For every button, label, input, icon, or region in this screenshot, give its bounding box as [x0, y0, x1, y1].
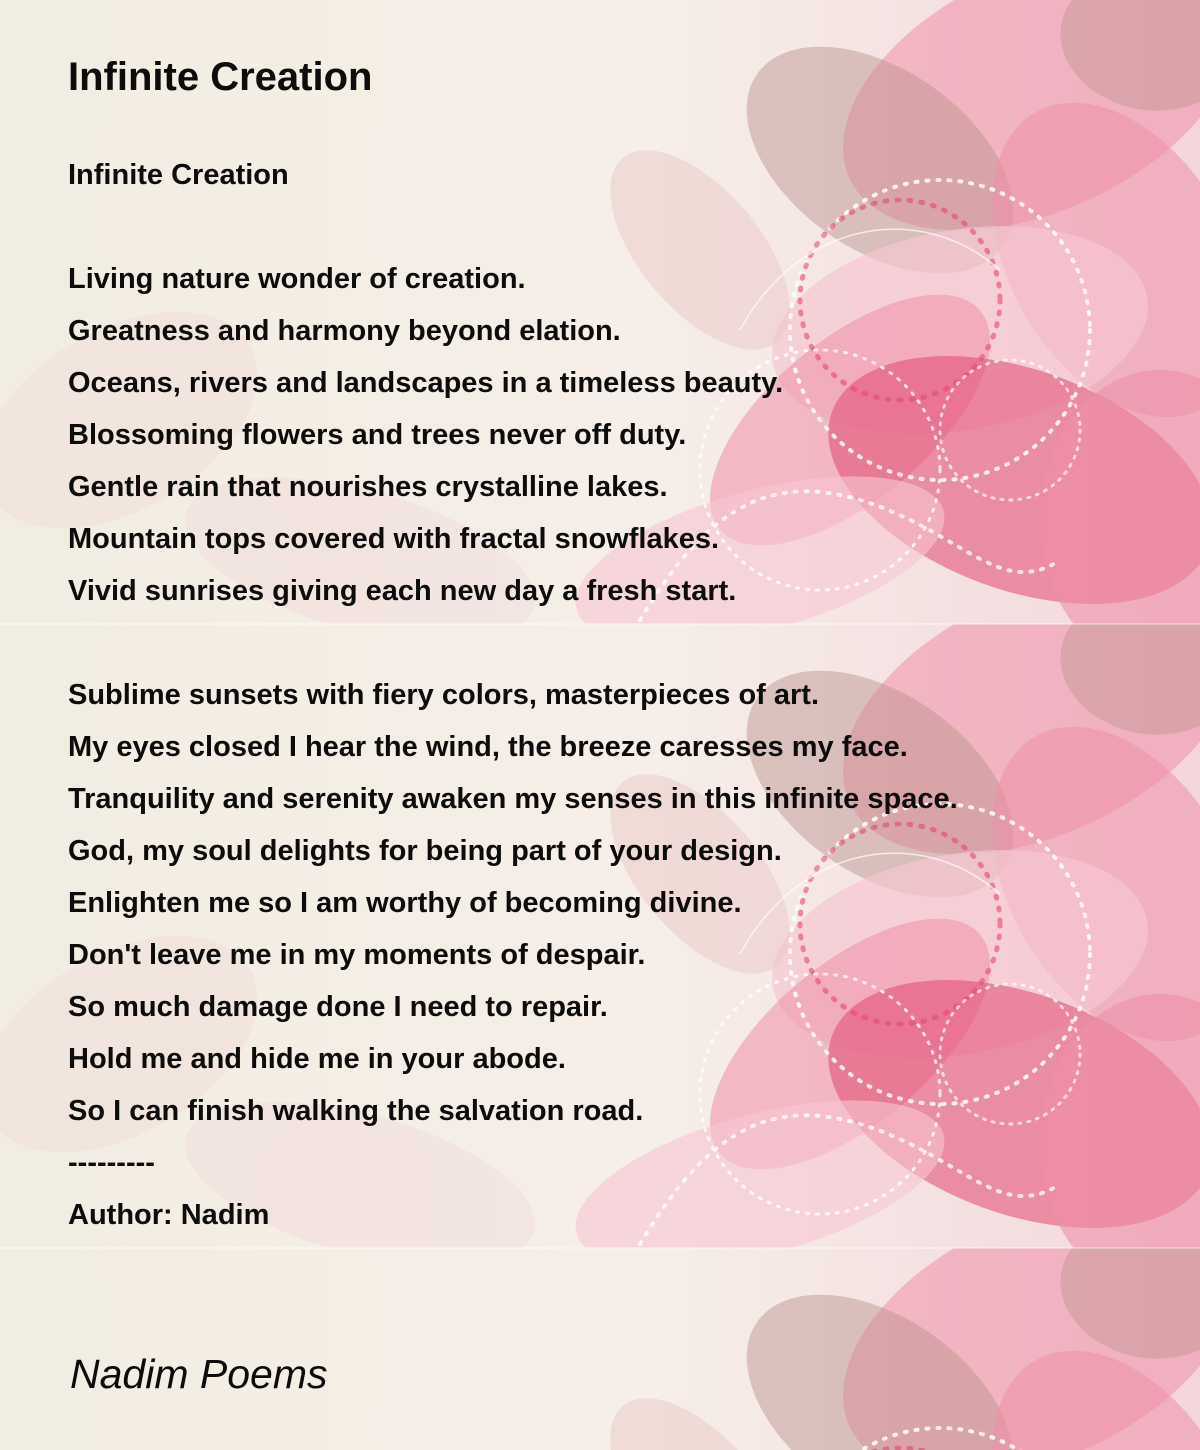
poem-line: Tranquility and serenity awaken my senses in this infinite space.	[68, 783, 958, 815]
poem-line: Greatness and harmony beyond elation.	[68, 315, 621, 347]
poem-subtitle: Infinite Creation	[68, 159, 289, 191]
stanza-break	[68, 201, 1128, 253]
poem-line: So I can finish walking the salvation road.	[68, 1095, 644, 1127]
poem-line: Mountain tops covered with fractal snowflakes.	[68, 523, 720, 555]
site-brand-footer: Nadim Poems	[70, 1351, 328, 1397]
poem-line: My eyes closed I hear the wind, the breeze caresses my face.	[68, 731, 908, 763]
poem-line: Enlighten me so I am worthy of becoming divine.	[68, 887, 742, 919]
stanza-break	[68, 617, 1128, 669]
poem-line: Blossoming flowers and trees never off duty.	[68, 419, 687, 451]
poem-line: Sublime sunsets with fiery colors, masterpieces of art.	[68, 679, 820, 711]
poem-line: Gentle rain that nourishes crystalline lakes.	[68, 471, 668, 503]
author-separator: ---------	[68, 1147, 155, 1179]
poem-line: God, my soul delights for being part of your design.	[68, 835, 782, 867]
poem-line: Living nature wonder of creation.	[68, 263, 526, 295]
background-panel-bottom	[0, 1248, 1200, 1450]
stanza-1	[68, 253, 1128, 617]
poem-line: Don't leave me in my moments of despair.	[68, 939, 646, 971]
panel-divider	[0, 1247, 1200, 1249]
poem-line: Oceans, rivers and landscapes in a timeless beauty.	[68, 367, 784, 399]
stanza-2	[68, 669, 1128, 1137]
poem-author: Author: Nadim	[68, 1199, 270, 1231]
poem-line: Hold me and hide me in your abode.	[68, 1043, 566, 1075]
poem-line: Vivid sunrises giving each new day a fresh start.	[68, 575, 737, 607]
poem-title: Infinite Creation	[68, 55, 373, 99]
poem-line: So much damage done I need to repair.	[68, 991, 608, 1023]
floral-background-art	[0, 1248, 1200, 1450]
poem-body	[68, 149, 1128, 1241]
